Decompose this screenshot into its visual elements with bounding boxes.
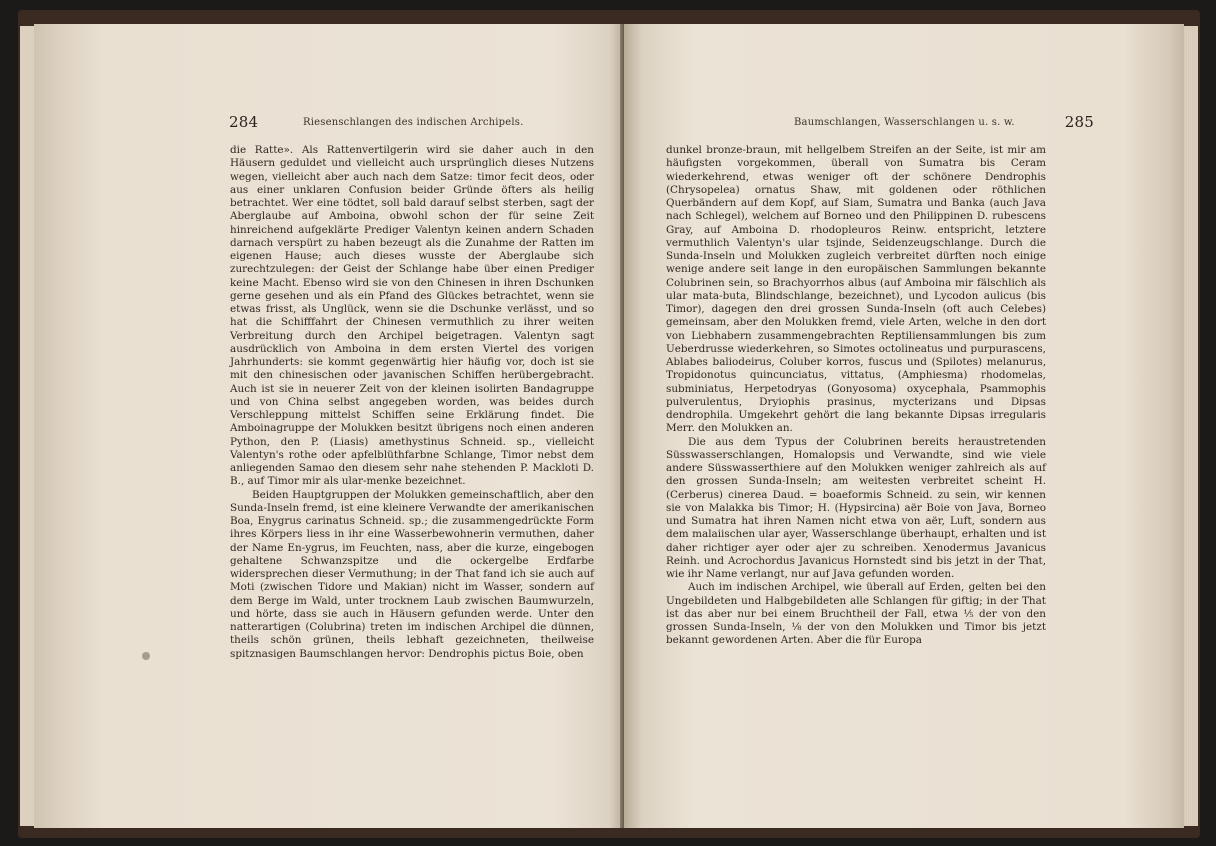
left-page <box>34 24 624 828</box>
paragraph: Auch im indischen Archipel, wie überall auf Erden, gelten bei den Ungebildeten und Halbgebildeten alle Schlangen für giftig; in der That ist das aber nur bei einem Bruchtheil der Fall, etwa ⅕ der von den grossen Sunda-Inseln, ⅛ der von den Molukken und Timor bis jetzt bekannt gewordenen Arten. Aber die für Europa <box>666 581 1046 647</box>
left-header <box>229 113 589 136</box>
paragraph: Beiden Hauptgruppen der Molukken gemeinschaftlich, aber den Sunda-Inseln fremd, ist eine kleinere Verwandte der amerikanischen Boa, Enygrus carinatus Schneid. sp.; die zusammengedrückte Form ihres Körpers liess in ihr eine Wasserbewohnerin vermuthen, daher der Name En-ygrus, im Feuchten, nass, aber die kurze, eingebogen gehaltene Schwanzspitze und die ockergelbe Erdfarbe widersprechen dieser Vermuthung; in der That fand ich sie auch auf Moti (zwischen Tidore und Makian) nicht im Wasser, sondern auf dem Berge im Wald, unter trocknem Laub zwischen Baumwurzeln, und hörte, dass sie auch in Häusern gefunden werde. Unter den natterartigen (Colubrina) treten im indischen Archipel die dünnen, theils schön grünen, theils lebhaft gezeichneten, theilweise spitznasigen Baumschlangen hervor: Dendrophis pictus Boie, oben <box>230 488 594 660</box>
left-running-head: Riesenschlangen des indischen Archipels. <box>303 117 524 128</box>
right-header <box>664 113 1094 136</box>
left-page-number: 284 <box>229 113 259 131</box>
paragraph: dunkel bronze-braun, mit hellgelbem Streifen an der Seite, ist mir am häufigsten vorgekommen, überall von Sumatra bis Ceram wiederkehrend, etwas weniger oft der schönere Dendrophis (Chrysopelea) ornatus Shaw, mit goldenen oder röthlichen Querbändern auf dem Kopf, auf Siam, Sumatra und Banka (auch Java nach Schlegel), welchem auf Borneo und den Philippinen D. rubescens Gray, auf Amboina D. rhodopleuros Reinw. entspricht, letztere vermuthlich Valentyn's ular tsjinde, Seidenzeugschlange. Durch die Sunda-Inseln und Molukken zugleich verbreitet dürften noch einige wenige andere seit lange in den europäischen Sammlungen bekannte Colubrinen sein, so Brachyorrhos albus (auf Amboina mir fälschlich als ular mata-buta, Blindschlange, bezeichnet), und Lycodon aulicus (bis Timor), dagegen den drei grossen Sunda-Inseln (oft auch Celebes) gemeinsam, aber den Molukken fremd, viele Arten, welche in den dort von Liebhabern zusammengebrachten Reptiliensammlungen bis zum Ueberdrusse wiederkehren, so Simotes octolineatus und purpurascens, Ablabes baliodeirus, Coluber korros, fuscus und (Spilotes) melanurus, Tropidonotus quincunciatus, vittatus, (Amphiesma) rhodomelas, subminiatus, Herpetodryas (Gonyosoma) oxycephala, Psammophis pulverulentus, Dryiophis prasinus, mycterizans und Dipsas dendrophila. Umgekehrt gehört die lang bekannte Dipsas irregularis Merr. den Molukken an. <box>666 144 1046 435</box>
open-book <box>18 10 1200 838</box>
paper-blemish <box>142 652 150 660</box>
right-page-text <box>666 144 1046 648</box>
right-page-number: 285 <box>1064 113 1094 131</box>
paragraph: Die aus dem Typus der Colubrinen bereits heraustretenden Süsswasserschlangen, Homalopsis und Verwandte, sind wie viele andere Süsswasserthiere auf den Molukken weniger zahlreich als auf den grossen Sunda-Inseln; am weitesten verbreitet scheint H. (Cerberus) cinerea Daud. = boaeformis Schneid. zu sein, wir kennen sie von Malakka bis Timor; H. (Hypsircina) aër Boie von Java, Borneo und Sumatra hat ihren Namen nicht etwa von aër, Luft, sondern aus dem malaiischen ular ayer, Wasserschlange überhaupt, erhalten und ist daher richtiger ayer oder ajer zu schreiben. Xenodermus Javanicus Reinh. und Acrochordus Javanicus Hornstedt sind bis jetzt in der That, wie ihr Name verlangt, nur auf Java gefunden worden. <box>666 435 1046 580</box>
right-page <box>624 24 1184 828</box>
paragraph: die Ratte». Als Rattenvertilgerin wird sie daher auch in den Häusern geduldet und vielleicht auch ursprünglich dieses Nutzens wegen, vielleicht aber auch nach dem Satze: timor fecit deos, oder aus einer unklaren Confusion beider Gründe öfters als heilig betrachtet. Wer eine tödtet, soll bald darauf selbst sterben, sagt der Aberglaube auf Amboina, obwohl schon der für seine Zeit hinreichend aufgeklärte Prediger Valentyn keinen andern Schaden darnach verspürt zu haben bezeugt als die Zunahme der Ratten im eigenen Hause; auch dieses wusste der Aberglaube sich zurechtzulegen: der Geist der Schlange habe über einen Prediger keine Macht. Ebenso wird sie von den Chinesen in ihren Dschunken gerne gesehen und als ein Pfand des Glückes betrachtet, wenn sie etwas frisst, als Unglück, wenn sie die Dschunke verlässt, und so hat die Schifffahrt der Chinesen vermuthlich zu ihrer weiten Verbreitung durch den Archipel beigetragen. Valentyn sagt ausdrücklich von Amboina in dem ersten Viertel des vorigen Jahrhunderts: sie kommt gegenwärtig hier häufig vor, doch ist sie mit den chinesischen oder javanischen Schiffen herübergebracht. Auch ist sie in neuerer Zeit von der kleinen isolirten Bandagruppe und von China selbst angegeben worden, was beides durch Verschleppung mittelst Schiffen seine Erklärung findet. Die Amboinagruppe der Molukken besitzt übrigens noch einen anderen Python, den P. (Liasis) amethystinus Schneid. sp., vielleicht Valentyn's rothe oder apfelblüthfarbne Schlange, Timor nebst dem anliegenden Samao den diesem sehr nahe stehenden P. Mackloti D. B., auf Timor mir als ular-menke bezeichnet. <box>230 144 594 488</box>
left-page-text <box>230 144 594 661</box>
right-running-head: Baumschlangen, Wasserschlangen u. s. w. <box>794 117 1015 128</box>
